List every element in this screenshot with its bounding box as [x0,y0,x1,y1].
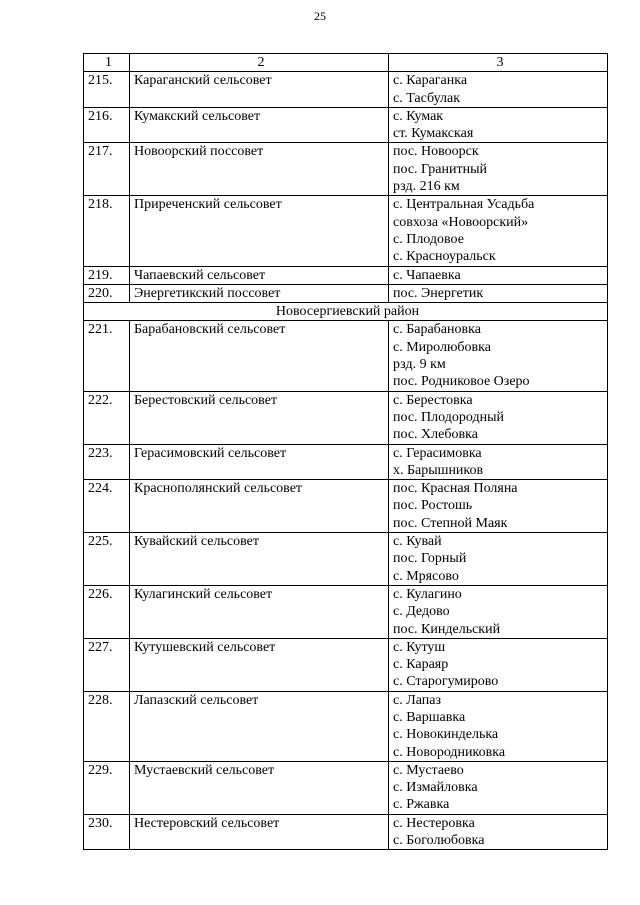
row-number: 225. [84,533,130,586]
table-row [84,143,608,196]
settlement-name: с. Центральная Усадьба [393,197,535,213]
row-number: 228. [84,691,130,761]
settlement-name: пос. Гранитный [393,161,487,177]
table-row [84,72,608,108]
column-header: 1 [84,54,130,72]
table-row [84,761,608,814]
settlements-cell [389,444,608,480]
council-name: Приреченский сельсовет [130,196,389,266]
settlement-name: с. Кумак [393,108,444,124]
table-row [84,691,608,761]
settlements-cell [389,691,608,761]
council-name: Караганский сельсовет [130,72,389,108]
settlements-cell [389,391,608,444]
settlement-name: с. Кувай [393,534,442,550]
district-header-row [84,303,608,321]
settlement-name: пос. Плодородный [393,409,504,425]
settlement-name: с. Лапаз [393,692,441,708]
settlements-cell [389,321,608,391]
council-name: Кутушевский сельсовет [130,638,389,691]
table-row [84,533,608,586]
table-row [84,321,608,391]
settlement-name: пос. Ростошь [393,498,473,514]
council-name: Краснополянский сельсовет [130,480,389,533]
row-number: 219. [84,266,130,284]
row-number: 222. [84,391,130,444]
council-name: Герасимовский сельсовет [130,444,389,480]
row-number: 229. [84,761,130,814]
settlement-name: с. Мустаево [393,762,464,778]
settlements-cell [389,72,608,108]
settlement-name: с. Берестовка [393,392,473,408]
settlement-name: с. Тасбулак [393,90,460,106]
row-number: 221. [84,321,130,391]
settlement-name: с. Караяр [393,657,449,673]
council-name: Барабановский сельсовет [130,321,389,391]
settlements-cell [389,284,608,302]
settlement-name: пос. Горный [393,551,467,567]
council-name: Кулагинский сельсовет [130,585,389,638]
council-name: Нестеровский сельсовет [130,814,389,850]
settlement-name: с. Красноуральск [393,249,496,265]
council-name: Кувайский сельсовет [130,533,389,586]
settlements-table [83,53,608,850]
table-row [84,266,608,284]
settlement-name: с. Чапаевка [393,267,461,283]
district-name: Новосергиевский район [84,303,608,321]
table-row [84,480,608,533]
settlements-cell [389,480,608,533]
table-row [84,814,608,850]
settlement-name: с. Барабановка [393,322,481,338]
settlement-name: с. Кутуш [393,639,446,655]
settlements-cell [389,266,608,284]
settlement-name: с. Нестеровка [393,815,475,831]
settlement-name: с. Кулагино [393,586,462,602]
settlements-cell [389,638,608,691]
settlement-name: с. Измайловка [393,780,478,796]
settlement-name: с. Герасимовка [393,445,482,461]
settlement-name: с. Ржавка [393,797,450,813]
settlement-name: пос. Энергетик [393,285,484,301]
settlement-name: с. Старогумирово [393,674,499,690]
settlements-cell [389,196,608,266]
page-number: 25 [314,9,326,23]
settlement-name: пос. Степной Маяк [393,515,508,531]
settlement-name: с. Караганка [393,73,468,89]
row-number: 216. [84,107,130,143]
settlement-name: пос. Хлебовка [393,427,478,443]
table-row [84,107,608,143]
council-name: Новоорский поссовет [130,143,389,196]
settlement-name: с. Мрясово [393,568,459,584]
settlement-name: с. Плодовое [393,231,464,247]
settlement-name: рзд. 9 км [393,357,446,373]
council-name: Энергетикский поссовет [130,284,389,302]
row-number: 215. [84,72,130,108]
column-header: 3 [389,54,608,72]
settlement-name: с. Боголюбовка [393,833,485,849]
settlement-name: ст. Кумакская [393,126,474,142]
row-number: 227. [84,638,130,691]
row-number: 218. [84,196,130,266]
settlement-name: с. Миролюбовка [393,339,491,355]
settlements-cell [389,143,608,196]
settlement-name: с. Новородниковка [393,744,506,760]
settlement-name: с. Дедово [393,604,450,620]
table-row [84,638,608,691]
settlements-cell [389,585,608,638]
table-row [84,196,608,266]
settlement-name: пос. Новоорск [393,144,479,160]
table-header-row [84,54,608,72]
column-header: 2 [130,54,389,72]
table-row [84,585,608,638]
settlement-name: с. Варшавка [393,709,466,725]
council-name: Мустаевский сельсовет [130,761,389,814]
table-body [84,72,608,850]
council-name: Кумакский сельсовет [130,107,389,143]
settlement-name: совхоза «Новоорский» [393,214,529,230]
settlements-cell [389,761,608,814]
settlement-name: х. Барышников [393,462,484,478]
council-name: Чапаевский сельсовет [130,266,389,284]
row-number: 224. [84,480,130,533]
settlement-name: пос. Красная Поляна [393,481,518,497]
table-row [84,444,608,480]
settlement-name: пос. Родниковое Озеро [393,374,530,390]
row-number: 230. [84,814,130,850]
table-row [84,284,608,302]
council-name: Лапазский сельсовет [130,691,389,761]
settlement-name: с. Новокинделька [393,727,499,743]
settlements-cell [389,533,608,586]
settlement-name: рзд. 216 км [393,179,460,195]
row-number: 220. [84,284,130,302]
row-number: 217. [84,143,130,196]
settlements-cell [389,814,608,850]
row-number: 226. [84,585,130,638]
row-number: 223. [84,444,130,480]
settlement-name: пос. Киндельский [393,621,501,637]
settlements-cell [389,107,608,143]
council-name: Берестовский сельсовет [130,391,389,444]
table-row [84,391,608,444]
